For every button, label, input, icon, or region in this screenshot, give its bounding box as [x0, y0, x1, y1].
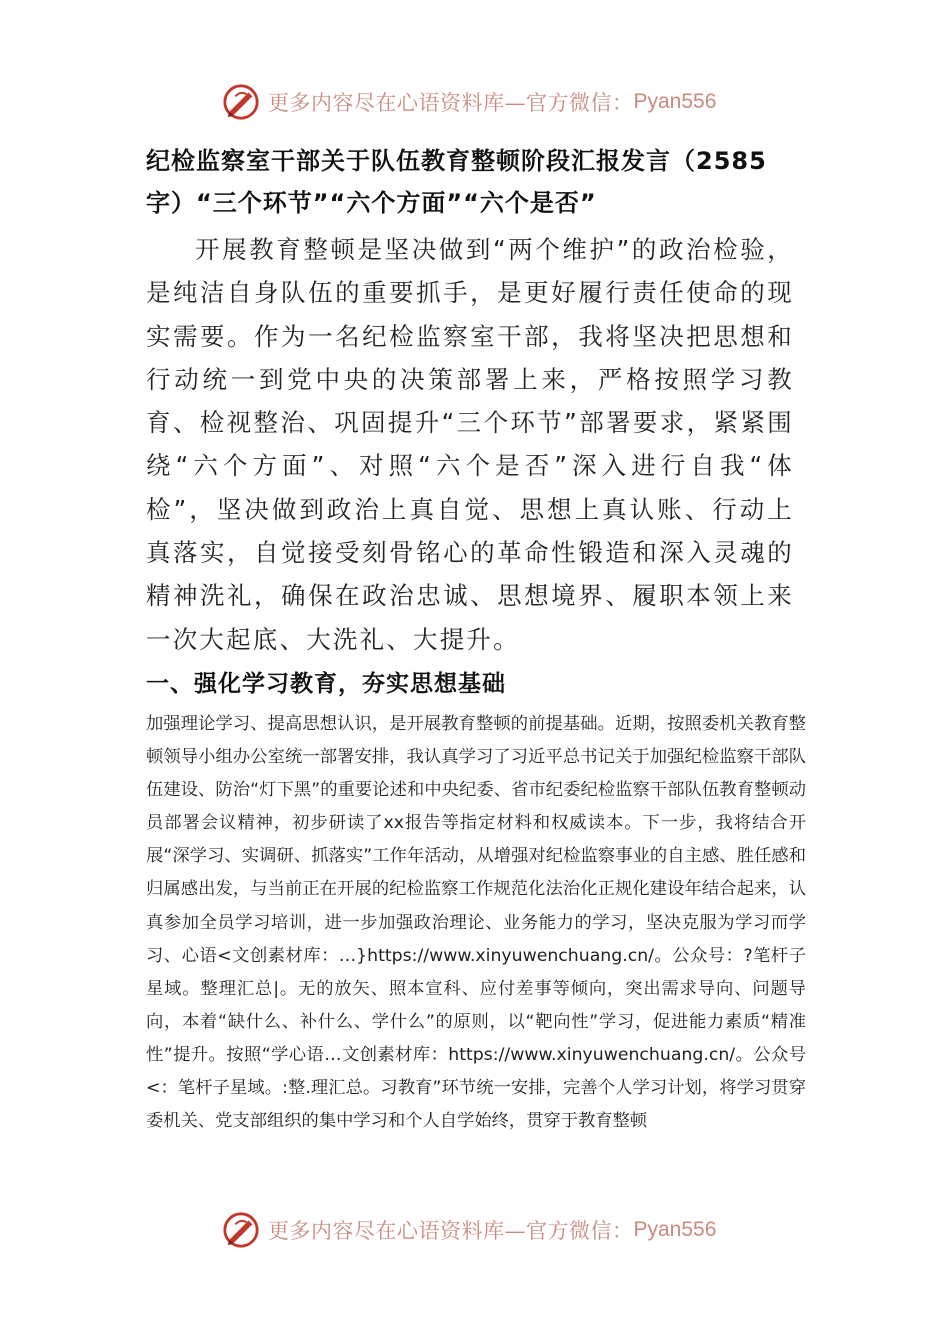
section-paragraph-1: 加强理论学习、提高思想认识，是开展教育整顿的前提基础。近期，按照委机关教育整顿领导小组办公室统一部署安排，我认真学习了习近平总书记关于加强纪检监察干部队伍建设、防治“灯下黑”的重要论述和中央纪委、省市纪委纪检监察干部队伍教育整顿动员部署会议精神，初步研读了xx报告等指定材料和权威读本。下一步，我将结合开展“深学习、实调研、抓落实”工作年活动，从增强对纪检监察事业的自主感、胜任感和归属感出发，与当前正在开展的纪检监察工作规范化法治化正规化建设年结合起来，认真参加全员学习培训，进一步加强政治理论、业务能力的学习，坚决克服为学习而学习、心语<文创素材库：…}https://www.xinyuwenchuang.cn/。公众号：?笔杆子星域。整理汇总|。无的放矢、照本宣科、应付差事等倾向，突出需求导向、问题导向，本着“缺什么、补什么、学什么”的原则，以“靶向性”学习，促进能力素质“精准性”提升。按照“学心语…文创素材库：https://www.xinyuwenchuang.cn/。公众号<：笔杆子星域。:整.理汇总。习教育”环节统一安排，完善个人学习计划，将学习贯穿委机关、党支部组织的集中学习和个人自学始终，贯穿于教育整顿: [146, 714, 806, 1132]
banner-wechat-id: Pyan556: [633, 90, 717, 113]
pen-logo-icon: [222, 83, 260, 121]
banner-text: 更多内容尽在心语资料库—官方微信：: [268, 1219, 634, 1243]
header-watermark-banner: [0, 80, 950, 124]
intro-paragraph: 开展教育整顿是坚决做到“两个维护”的政治检验，是纯洁自身队伍的重要抓手，是更好履行责任使命的现实需要。作为一名纪检监察室干部，我将坚决把思想和行动统一到党中央的决策部署上来，严格按照学习教育、检视整治、巩固提升“三个环节”部署要求，紧紧围绕“六个方面”、对照“六个是否”深入进行自我“体检”，坚决做到政治上真自觉、思想上真认账、行动上真落实，自觉接受刻骨铭心的革命性锻造和深入灵魂的精神洗礼，确保在政治忠诚、思想境界、履职本领上来一次大起底、大洗礼、大提升。: [146, 235, 794, 654]
footer-watermark-banner: [0, 1208, 950, 1252]
banner-wechat-id: Pyan556: [633, 1218, 717, 1241]
banner-text: 更多内容尽在心语资料库—官方微信：: [268, 91, 634, 115]
document-title: 纪检监察室干部关于队伍教育整顿阶段汇报发言（2585字）“三个环节”“六个方面”“六个是否”: [146, 147, 767, 217]
pen-logo-icon: [222, 1211, 260, 1249]
section-heading-1: 一、强化学习教育，夯实思想基础: [146, 671, 506, 697]
